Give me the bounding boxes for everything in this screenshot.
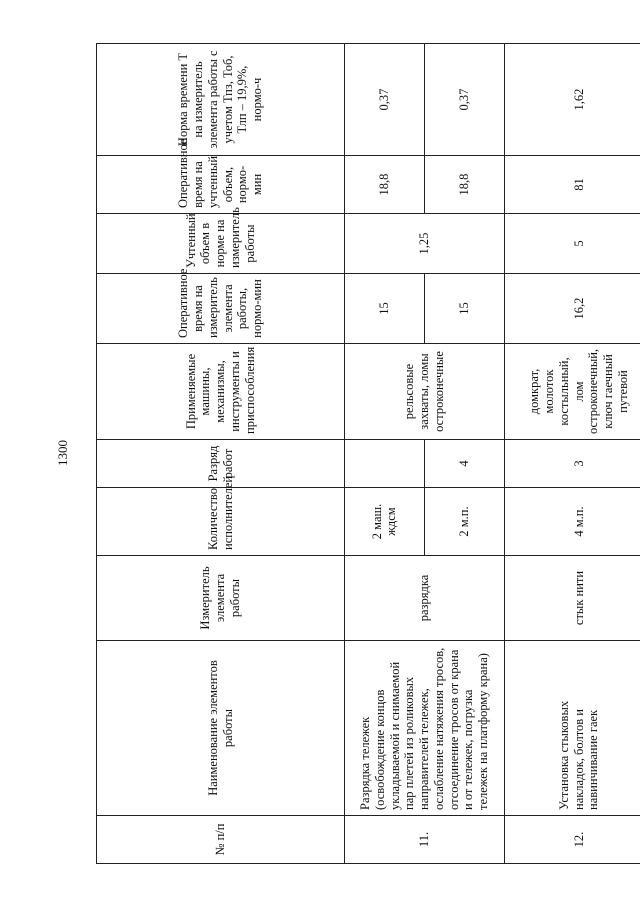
row-norm-a: 0,37 bbox=[345, 44, 425, 155]
norm-table-container bbox=[96, 44, 640, 864]
row-op-time-volume-a: 18,8 bbox=[345, 156, 425, 213]
row-norm bbox=[345, 44, 505, 156]
header-op-time: Оперативное время на измеритель элемента работы, нормо-мин bbox=[97, 274, 345, 344]
header-norm: Норма времени Т на измеритель элемента работы с учетом Тпз, Тоб, Тлп – 19,9%, нормо-ч bbox=[97, 44, 345, 156]
row-op-time-volume bbox=[345, 156, 505, 214]
header-tools: Применяемые машины, механизмы, инструменты и приспособления bbox=[97, 344, 345, 440]
header-row bbox=[97, 44, 345, 864]
row-op-time-a: 15 bbox=[345, 274, 425, 343]
row-num: 12. bbox=[505, 816, 640, 864]
row-name: Установка стыковых накладок, болтов и навинчивание гаек bbox=[505, 641, 640, 816]
table-row bbox=[505, 44, 640, 864]
row-workers-a: 2 маш. ждсм bbox=[345, 488, 425, 555]
row-workers bbox=[345, 488, 505, 556]
header-name: Наименование элементов работы bbox=[97, 641, 345, 816]
row-num: 11. bbox=[345, 816, 505, 864]
row-op-time bbox=[345, 274, 505, 344]
header-op-time-volume: Оперативное время на учтенный объем, нормо-мин bbox=[97, 156, 345, 214]
header-grade: Разряд работ bbox=[97, 440, 345, 488]
row-grade: 3 bbox=[505, 440, 640, 488]
row-tools: домкрат, молоток костыльный, лом остроконечный, ключ гаечный путевой bbox=[505, 344, 640, 440]
row-tools: рельсовые захваты, ломы остроконечные bbox=[345, 344, 505, 440]
row-op-time: 16,2 bbox=[505, 274, 640, 344]
row-norm-b: 0,37 bbox=[456, 88, 471, 111]
row-op-time-volume: 81 bbox=[505, 156, 640, 214]
header-meter: Измеритель элемента работы bbox=[97, 556, 345, 641]
row-name: Разрядка тележек (освобождение концов укладываемой и снимаемой пар плетей из роликовых направителей тележек, ослабление натяжения тросов, отсоединение тросов от крана и от тележек, погрузка тележек на платформу крана) bbox=[345, 641, 505, 816]
row-volume: 1,25 bbox=[345, 214, 505, 274]
header-num: № п/п bbox=[97, 816, 345, 864]
row-volume: 5 bbox=[505, 214, 640, 274]
table-row bbox=[345, 44, 505, 864]
row-workers: 4 м.п. bbox=[505, 488, 640, 556]
row-grade-b: 4 bbox=[456, 460, 471, 467]
row-op-time-b: 15 bbox=[456, 302, 471, 315]
row-norm: 1,62 bbox=[505, 44, 640, 156]
row-meter: стык нити bbox=[505, 556, 640, 641]
row-meter: разрядка bbox=[345, 556, 505, 641]
row-op-time-volume-b: 18,8 bbox=[456, 173, 471, 196]
row-workers-b: 2 м.п. bbox=[456, 506, 471, 537]
row-grade-a bbox=[345, 440, 425, 487]
header-workers: Количество исполнителей bbox=[97, 488, 345, 556]
rotated-table bbox=[96, 44, 640, 864]
norm-table bbox=[96, 43, 640, 864]
row-grade bbox=[345, 440, 505, 488]
header-volume: Учтенный объем в норме на измеритель работы bbox=[97, 214, 345, 274]
page-number: 1300 bbox=[55, 440, 70, 466]
